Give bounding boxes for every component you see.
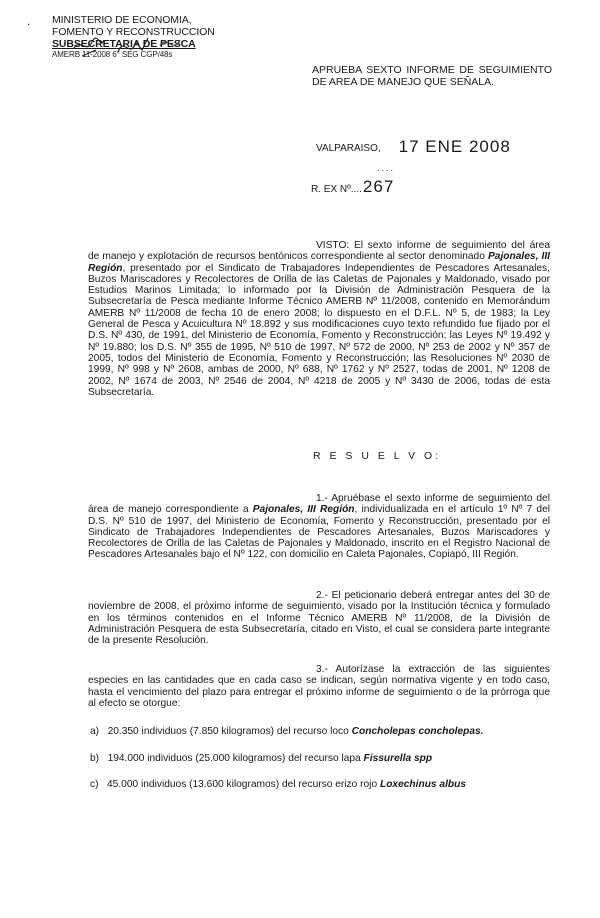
visto-paragraph: VISTO: El sexto informe de seguimiento del área de manejo y explotación de recursos bentónicos correspondiente al sector denominado Pajonales, III Región, presentado por el Sindicato de Trabajadores Independientes de Pescadores Artesanales, Buzos Mariscadores y Recolectores de Orilla de las Caletas de Pajonales y Maldonado, visado por Estudios Marinos Limitada; lo informado por la División de Administración Pesquera de la Subsecretaría de Pesca mediante Informe Técnico AMERB Nº 11/2008, contenido en Memorándum AMERB Nº 11/2008 de fecha 10 de enero 2008; lo dispuesto en el D.F.L. Nº 5, de 1983; la Ley General de Pesca y Acuicultura Nº 18.892 y sus modificaciones cuyo texto refundido fue fijado por el D.S. Nº 430, de 1991, del Ministerio de Economía, Fomento y Reconstrucción; las Leyes Nº 19.492 y Nº 19.880; los D.S. Nº 355 de 1995, Nº 510 de 1997, Nº 572 de 2000, Nº 253 de 2002 y Nº 357 de 2005, todos del Ministerio de Economía, Fomento y Reconstrucción; las Resoluciones Nº 2030 de 1999, Nº 998 y Nº 2608, ambas de 2000, Nº 688, Nº 1762 y Nº 2527, todas de 2001, Nº 1208 de 2002, Nº 1674 de 2003, Nº 2546 de 2004, Nº 4218 de 2005 y Nº 3430 de 2006, todas de esta Subsecretaría. [88, 240, 550, 398]
initials-signatures [70, 20, 200, 68]
header-reference: AMERB 11-2008 6° SEG CGP/48s [52, 50, 173, 59]
resolution-article-1: 1.- Apruébase el sexto informe de seguimiento del área de manejo correspondiente a Pajonales, III Región, individualizada en el artículo 1º Nº 7 del D.S. Nº 510 de 1997, del Ministerio de Economía, Fomento y Reconstrucción, presentado por el Sindicato de Trabajadores Independientes de Pescadores Artesanales, Buzos Mariscadores y Recolectores de Orilla de las Caletas de Pajonales y Maldonado, inscrito en el Registro Nacional de Pescadores Artesanales bajo el Nº 122, con domicilio en Caleta Pajonales, Copiapó, III Región. [88, 493, 550, 561]
species-name: Loxechinus albus [379, 779, 467, 790]
resolution-number: R. EX Nº....267 [311, 177, 395, 196]
visto-place: Pajonales, III Región [88, 251, 550, 274]
resolution-article-3: 3.- Autorízase la extracción de las siguientes especies en las cantidades que en cada caso se indican, según normativa vigente y en todo caso, hasta el vencimiento del plazo para entregar el próximo informe de seguimiento o de la prórroga que al efecto se otorgue: [88, 664, 550, 709]
species-name: Fissurella spp [363, 753, 433, 764]
resuelvo-heading: R E S U E L V O: [313, 450, 442, 462]
species-item: a) 20.350 individuos (7.850 kilogramos) del recurso loco Concholepas concholepas. [90, 726, 484, 737]
rex-label: R. EX Nº [311, 184, 351, 195]
header-line-3: SUBSECRETARIA DE PESCA [52, 38, 196, 50]
margin-mark: . [27, 14, 31, 28]
date-stamp: 17 ENE 2008 [398, 137, 511, 156]
species-item: b) 194.000 individuos (25.000 kilogramos) del recurso lapa Fissurella spp [90, 753, 433, 764]
article-1-place: Pajonales, III Región [252, 504, 355, 516]
species-item: c) 45.000 individuos (13.600 kilogramos) del recurso erizo rojo Loxechinus albus [90, 779, 467, 790]
dotted-separator: .... [377, 163, 396, 173]
rex-number: 267 [362, 177, 395, 196]
place: VALPARAISO, [316, 143, 381, 154]
resolution-subject: APRUEBA SEXTO INFORME DE SEGUIMIENTO DE AREA DE MANEJO QUE SEÑALA. [312, 64, 552, 88]
species-name: Concholepas concholepas. [351, 726, 484, 737]
header-line-2: FOMENTO Y RECONSTRUCCION [52, 26, 215, 38]
place-date [316, 136, 511, 156]
resolution-article-2: 2.- El peticionario deberá entregar antes del 30 de noviembre de 2008, el próximo informe de seguimiento, visado por la Institución técnica y formulado en los términos contenidos en el Informe Técnico AMERB Nº 11/2008, de la División de Administración Pesquera de esta Subsecretaría, citado en Visto, el cual se considera parte integrante de la presente Resolución. [88, 590, 550, 647]
header-line-1: MINISTERIO DE ECONOMIA, [52, 14, 192, 26]
